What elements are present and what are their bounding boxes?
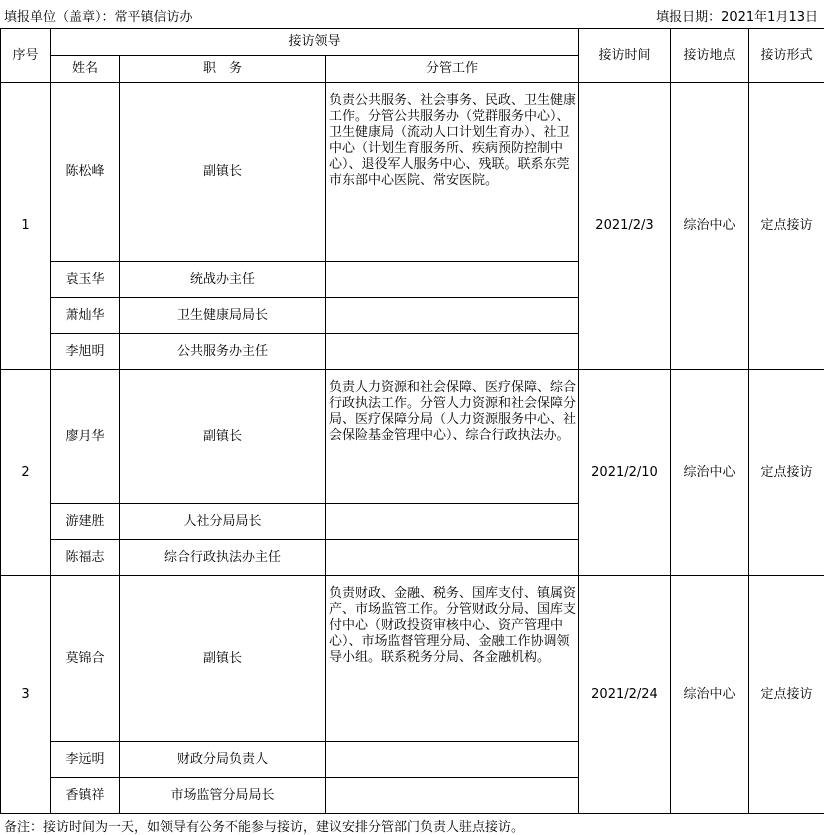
col-duties-header: 分管工作 <box>326 56 579 83</box>
leader-position: 综合行政执法办主任 <box>120 540 326 576</box>
leader-name: 廖月华 <box>51 370 120 504</box>
reporting-unit: 填报单位（盖章）：常平镇信访办 <box>4 6 193 25</box>
reception-form: 定点接访 <box>749 370 824 576</box>
col-time-header: 接访时间 <box>579 29 671 83</box>
leader-position: 副镇长 <box>120 576 326 742</box>
reception-time: 2021/2/3 <box>579 83 671 370</box>
col-form-header: 接访形式 <box>749 29 824 83</box>
header-row-1 <box>1 29 824 56</box>
leader-duties: 负责人力资源和社会保障、医疗保障、综合行政执法工作。分管人力资源和社会保障分局、医疗保障分局（人力资源服务中心、社会保险基金管理中心）、综合行政执法办。 <box>326 370 579 504</box>
leader-position: 财政分局负责人 <box>120 742 326 778</box>
leader-name: 李旭明 <box>51 334 120 370</box>
col-position-header: 职 务 <box>120 56 326 83</box>
reception-place: 综治中心 <box>671 370 749 576</box>
leader-duties <box>326 334 579 370</box>
leader-name: 香镇祥 <box>51 778 120 814</box>
leader-name: 陈松峰 <box>51 83 120 262</box>
leader-position: 副镇长 <box>120 83 326 262</box>
reception-form: 定点接访 <box>749 83 824 370</box>
leader-duties <box>326 262 579 298</box>
col-name-header: 姓名 <box>51 56 120 83</box>
col-leader-group-header: 接访领导 <box>51 29 579 56</box>
leader-position: 副镇长 <box>120 370 326 504</box>
reception-place: 综治中心 <box>671 83 749 370</box>
reception-place: 综治中心 <box>671 576 749 814</box>
leader-duties <box>326 778 579 814</box>
leader-position: 统战办主任 <box>120 262 326 298</box>
leader-duties: 负责财政、金融、税务、国库支付、镇属资产、市场监管工作。分管财政分局、国库支付中心（财政投资审核中心、资产管理中心）、市场监督管理分局、金融工作协调领导小组。联系税务分局、各金融机构。 <box>326 576 579 742</box>
leader-position: 市场监管分局局长 <box>120 778 326 814</box>
leader-position: 公共服务办主任 <box>120 334 326 370</box>
leader-name: 莫锦合 <box>51 576 120 742</box>
table-row <box>1 576 824 742</box>
group-seq: 3 <box>1 576 51 814</box>
leader-name: 陈福志 <box>51 540 120 576</box>
report-date: 填报日期：2021年1月13日 <box>656 6 818 25</box>
col-seq-header: 序号 <box>1 29 51 83</box>
leader-position: 人社分局局长 <box>120 504 326 540</box>
footnote: 备注：接访时间为一天，如领导有公务不能参与接访，建议安排分管部门负责人驻点接访。 <box>4 816 524 835</box>
leader-duties <box>326 540 579 576</box>
leader-duties <box>326 298 579 334</box>
leader-name: 李远明 <box>51 742 120 778</box>
reception-time: 2021/2/10 <box>579 370 671 576</box>
group-seq: 1 <box>1 83 51 370</box>
leader-duties <box>326 742 579 778</box>
report-header <box>0 0 824 30</box>
reception-form: 定点接访 <box>749 576 824 814</box>
leader-duties <box>326 504 579 540</box>
reception-schedule-table <box>0 28 824 814</box>
leader-position: 卫生健康局局长 <box>120 298 326 334</box>
leader-name: 游建胜 <box>51 504 120 540</box>
group-seq: 2 <box>1 370 51 576</box>
leader-name: 萧灿华 <box>51 298 120 334</box>
leader-duties: 负责公共服务、社会事务、民政、卫生健康工作。分管公共服务办（党群服务中心）、卫生健康局（流动人口计划生育办）、社卫中心（计划生育服务所、疾病预防控制中心）、退役军人服务中心、残联。联系东莞市东部中心医院、常安医院。 <box>326 83 579 262</box>
reception-time: 2021/2/24 <box>579 576 671 814</box>
table-row <box>1 83 824 262</box>
table-row <box>1 370 824 504</box>
col-place-header: 接访地点 <box>671 29 749 83</box>
leader-name: 袁玉华 <box>51 262 120 298</box>
